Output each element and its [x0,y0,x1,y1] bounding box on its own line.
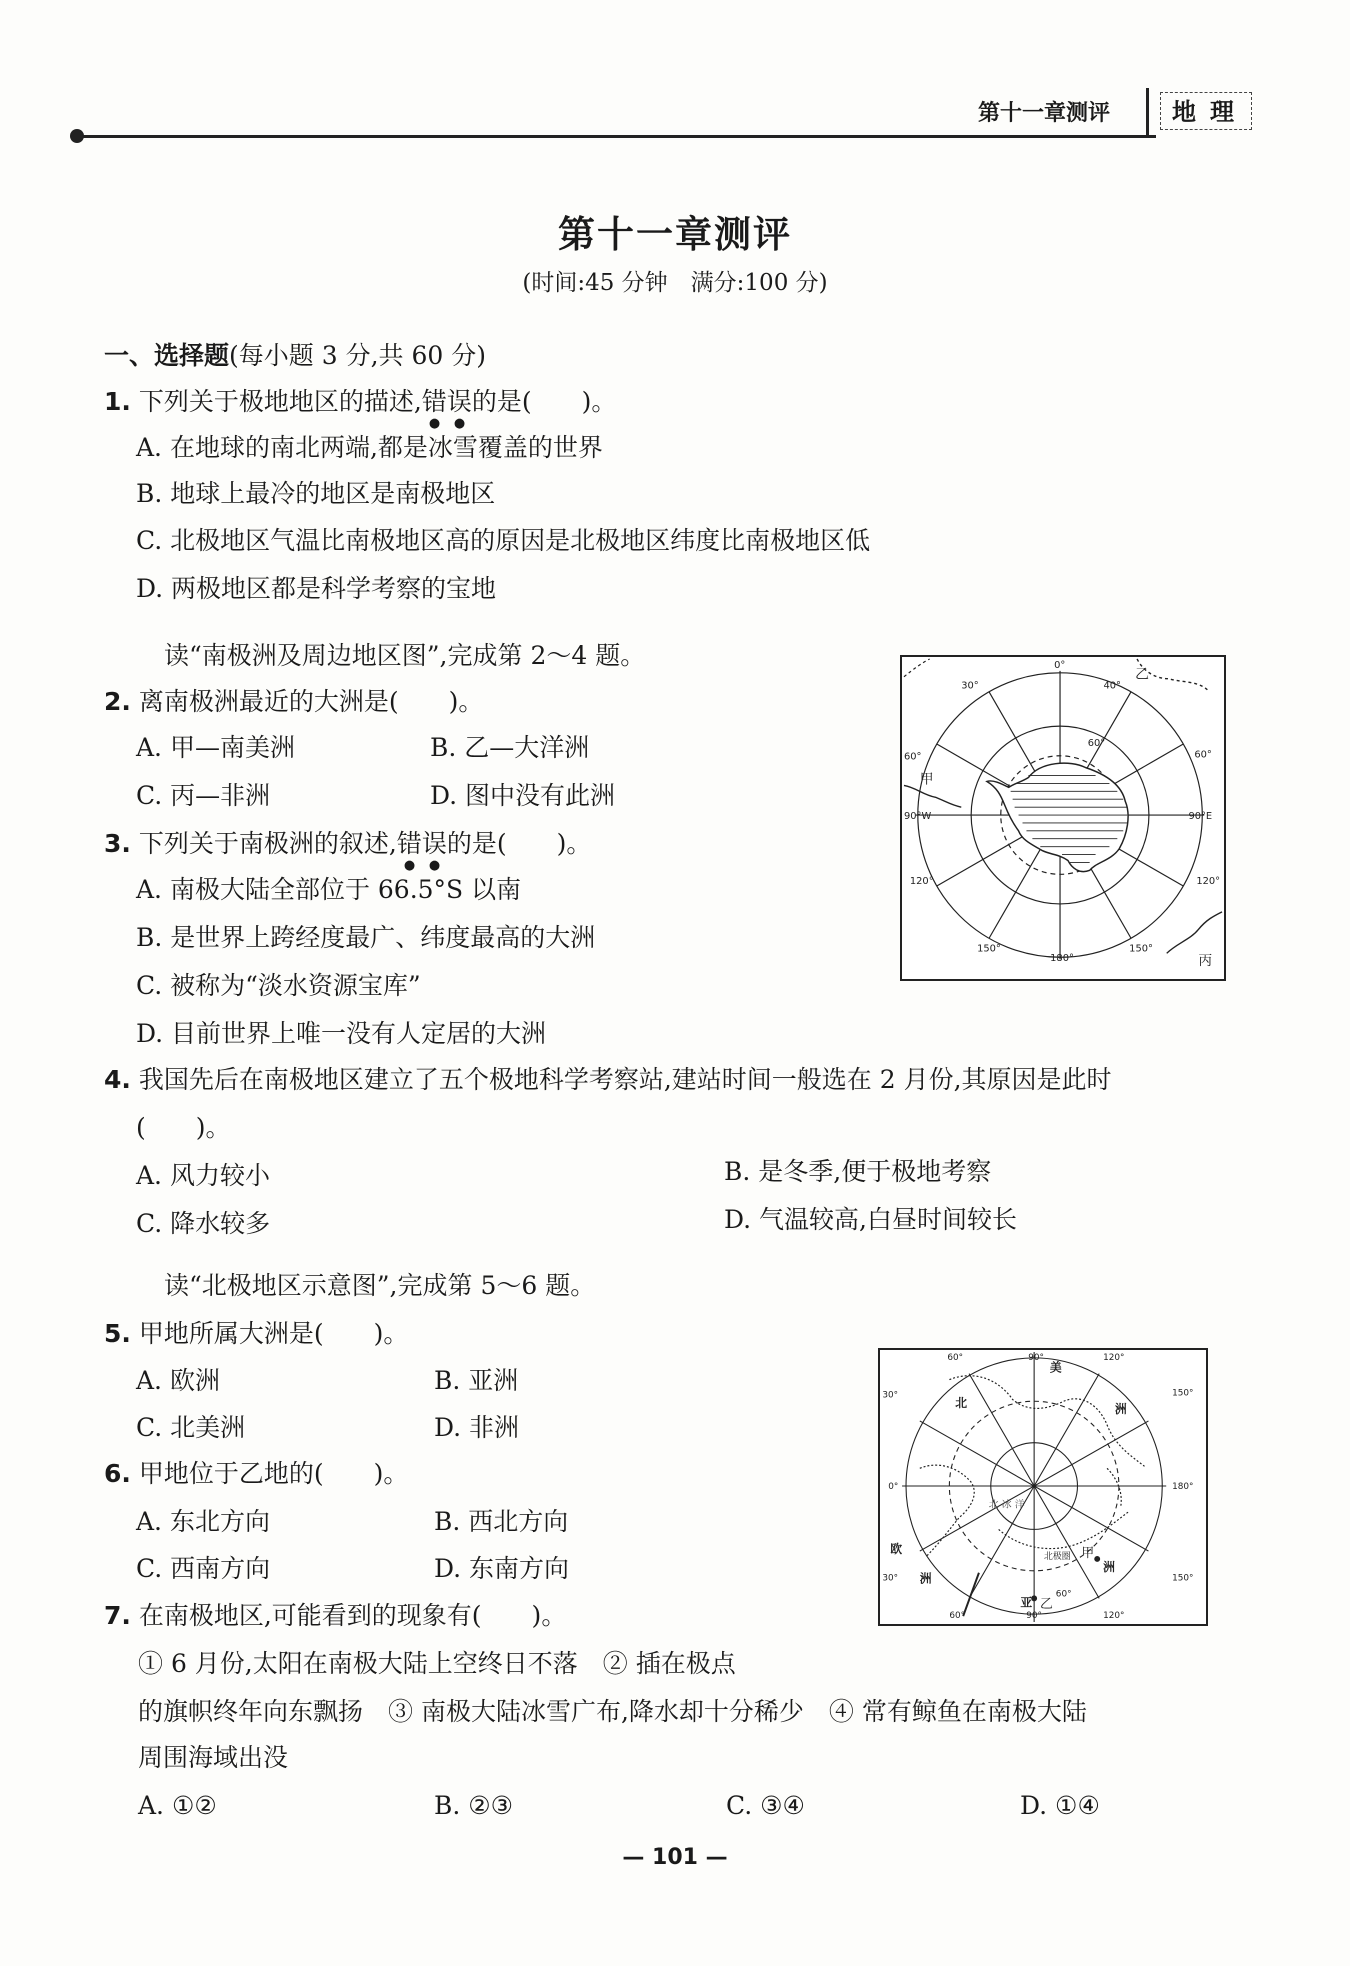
question-7-line-2: 的旗帜终年向东飘扬 ③ 南极大陆冰雪广布,降水却十分稀少 ④ 常有鲸鱼在南极大陆 [138,1697,1087,1726]
label-120-left: 120° [909,876,934,888]
reading-prompt-2: 读“北极地区示意图”,完成第 5～6 题。 [164,1271,596,1300]
header-rule [78,135,1156,138]
option-a: A. 风力较小 [136,1161,270,1190]
question-6 [104,1458,408,1490]
question-2 [104,686,483,718]
question-stem: 甲地所属大洲是( )。 [138,1319,409,1348]
running-header-subject: 地理 [1160,92,1252,130]
option-b: B. 西北方向 [434,1507,569,1536]
label-0: 0° [1054,659,1066,671]
option-d: D. ①④ [1020,1791,1100,1820]
label-right-150a: 150° [1172,1388,1194,1399]
label-60: 60° [1055,1589,1072,1600]
map2-region-labels [890,1360,1127,1613]
label-bottom-90: 90° [1026,1611,1042,1622]
point-jia [1094,1556,1100,1562]
label-60-mid: 60° [1087,737,1106,749]
option-c: C. 北美洲 [136,1413,246,1442]
label-zhou-3: 洲 [1103,1559,1115,1574]
question-number: 6. [104,1459,131,1488]
label-ou: 欧 [890,1542,903,1557]
label-40: 40° [1103,680,1121,692]
question-3 [104,828,591,873]
section-note: (每小题 3 分,共 60 分) [229,341,486,370]
label-ya: 亚 [1020,1595,1033,1610]
option-c: C. 降水较多 [136,1209,271,1238]
option-b: B. 亚洲 [434,1366,519,1395]
label-90w: 90°W [903,810,932,822]
question-7-line-1: ① 6 月份,太阳在南极大陆上空终日不落 ② 插在极点 [138,1649,736,1678]
label-zhou-1: 洲 [1114,1402,1127,1417]
label-arctic-circle: 北极圈 [1043,1551,1071,1562]
option-c: C. ③④ [726,1791,805,1820]
label-zhou-2: 洲 [919,1571,932,1586]
option-b: B. ②③ [434,1791,514,1820]
reading-prompt-1: 读“南极洲及周边地区图”,完成第 2～4 题。 [164,641,646,670]
section-label: 一、选择题 [104,341,230,370]
label-yi: 乙 [1040,1597,1053,1613]
question-number: 1. [104,387,131,416]
section-heading [104,340,486,372]
option-a: A. 在地球的南北两端,都是冰雪覆盖的世界 [136,433,603,462]
antarctica-continent [987,763,1128,871]
question-5 [104,1318,408,1350]
map2-grid [902,1352,1166,1622]
option-d: D. 图中没有此洲 [430,781,616,810]
label-top-120: 120° [1103,1352,1125,1363]
question-7 [104,1600,566,1632]
option-b: B. 是世界上跨经度最广、纬度最高的大洲 [136,923,596,952]
option-a: A. ①② [138,1791,217,1820]
south-america-outline [904,785,961,807]
option-a: A. 甲—南美洲 [136,733,295,762]
label-top-90: 90° [1028,1352,1044,1363]
option-c: C. 被称为“淡水资源宝库” [136,971,421,1000]
label-left-0: 0° [888,1481,899,1492]
option-a: A. 东北方向 [136,1507,270,1536]
label-left-30b: 30° [882,1573,899,1584]
page-number: — 101 — [622,1845,728,1870]
label-jia: 甲 [1081,1545,1095,1561]
emphasis-text: 错误 [396,829,447,858]
question-stem: 甲地位于乙地的( )。 [138,1459,409,1488]
label-180: 180° [1050,953,1074,965]
option-d: D. 东南方向 [434,1554,570,1583]
label-60-right: 60° [1194,749,1212,761]
question-stem-end: 的是( )。 [471,387,617,416]
emphasis-text: 错误 [421,387,472,416]
label-120-right: 120° [1196,876,1221,888]
question-7-line-3: 周围海域出没 [138,1743,289,1772]
question-4 [104,1064,1112,1096]
page-subtitle: (时间:45 分钟 满分:100 分) [522,270,828,296]
question-4-blank: ( )。 [136,1113,231,1142]
australia-outline [1167,912,1222,953]
coast-fragment [904,659,930,677]
option-b: B. 地球上最冷的地区是南极地区 [136,479,496,508]
question-stem: 我国先后在南极地区建立了五个极地科学考察站,建站时间一般选在 2 月份,其原因是此时 [138,1065,1112,1094]
header-separator [1146,88,1149,136]
antarctica-map [900,655,1226,981]
option-b: B. 乙—大洋洲 [430,733,590,762]
label-yi: 乙 [1135,666,1149,683]
option-c: C. 北极地区气温比南极地区高的原因是北极地区纬度比南极地区低 [136,526,871,555]
question-1 [104,386,616,431]
label-30: 30° [961,680,979,692]
label-bei: 北 [955,1396,968,1411]
question-stem: 下列关于极地地区的描述, [138,387,422,416]
question-number: 2. [104,687,131,716]
label-60-left: 60° [903,751,922,763]
option-c: C. 丙—非洲 [136,781,271,810]
question-number: 5. [104,1319,131,1348]
label-jia: 甲 [919,771,934,788]
option-a: A. 南极大陆全部位于 66.5°S 以南 [136,875,522,904]
label-left-30a: 30° [882,1390,899,1401]
question-stem: 离南极洲最近的大洲是( )。 [138,687,484,716]
question-number: 7. [104,1601,131,1630]
option-a: A. 欧洲 [136,1366,220,1395]
label-mei: 美 [1049,1360,1062,1375]
option-d: D. 目前世界上唯一没有人定居的大洲 [136,1019,547,1048]
label-bottom-120: 120° [1103,1611,1125,1622]
page-number-value: 101 [652,1845,698,1870]
question-stem-end: 的是( )。 [446,829,592,858]
label-right-150b: 150° [1172,1573,1194,1584]
label-90e: 90°E [1188,810,1213,822]
label-bottom-60: 60° [949,1611,966,1622]
label-right-180: 180° [1172,1481,1194,1492]
option-d: D. 两极地区都是科学考察的宝地 [136,574,497,603]
question-number: 4. [104,1065,131,1094]
question-number: 3. [104,829,131,858]
option-b: B. 是冬季,便于极地考察 [724,1157,992,1186]
option-d: D. 气温较高,白昼时间较长 [724,1205,1017,1234]
running-header-chapter: 第十一章测评 [978,100,1111,126]
label-arctic-ocean: 北 冰 洋 [988,1499,1025,1511]
option-c: C. 西南方向 [136,1554,271,1583]
question-stem: 在南极地区,可能看到的现象有( )。 [138,1601,567,1630]
option-d: D. 非洲 [434,1413,520,1442]
question-stem: 下列关于南极洲的叙述, [138,829,397,858]
label-150-left: 150° [977,943,1001,955]
page-title: 第十一章测评 [558,212,792,256]
arctic-map [878,1348,1208,1626]
label-bing: 丙 [1198,953,1213,970]
label-150-right: 150° [1129,943,1153,955]
label-top-60: 60° [947,1352,964,1363]
